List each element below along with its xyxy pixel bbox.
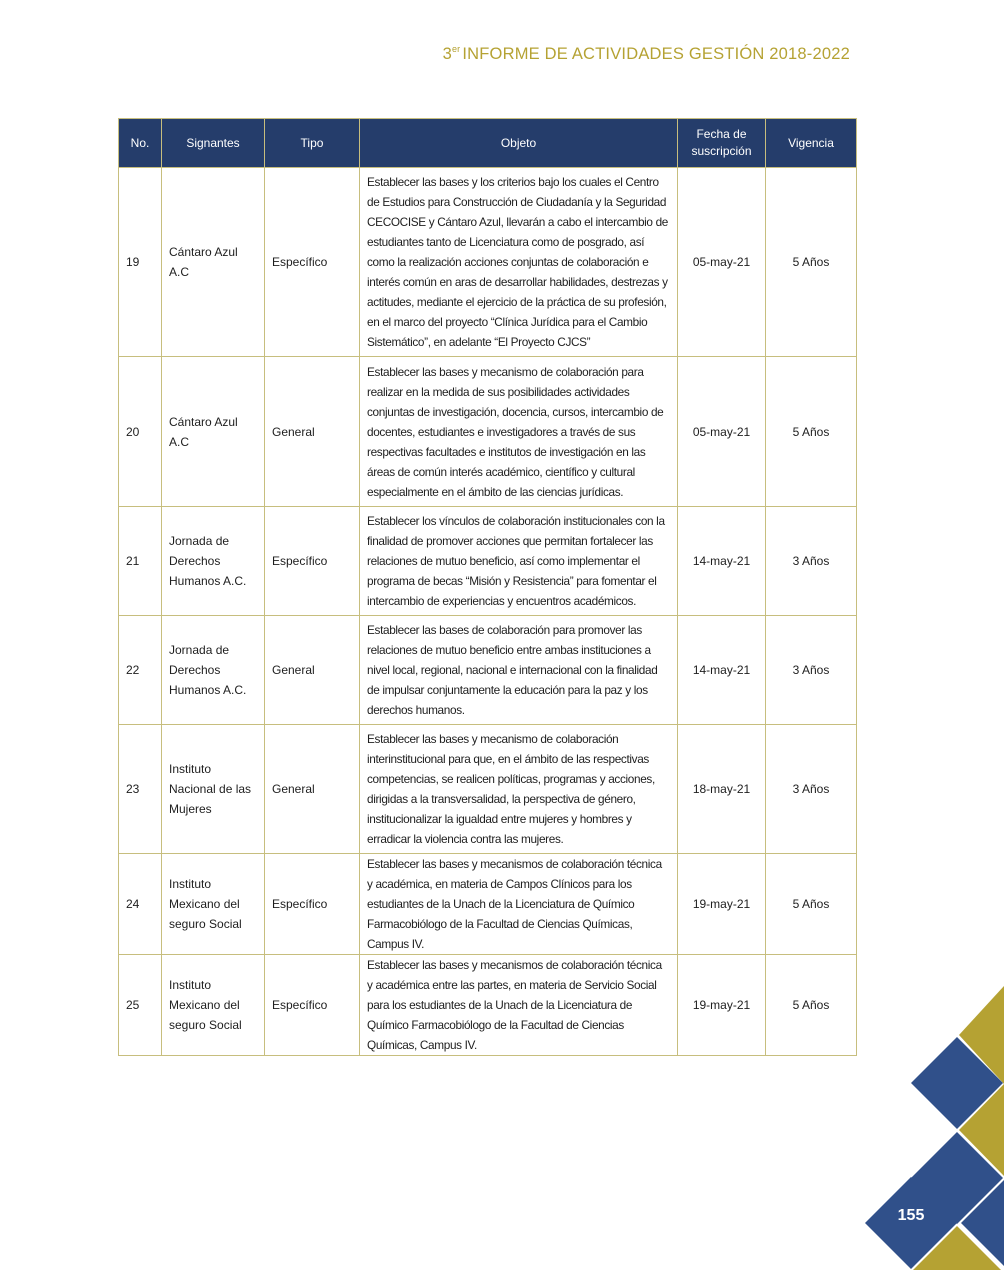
cell-signantes: Cántaro Azul A.C [162,168,265,357]
cell-signantes: Jornada de Derechos Humanos A.C. [162,616,265,725]
cell-no: 21 [119,507,162,616]
column-header-tipo: Tipo [265,119,360,168]
cell-tipo: General [265,616,360,725]
cell-vigencia: 5 Años [766,168,857,357]
cell-vigencia: 5 Años [766,854,857,955]
cell-signantes: Instituto Mexicano del seguro Social [162,854,265,955]
cell-vigencia: 3 Años [766,616,857,725]
cell-fecha: 14-may-21 [678,616,766,725]
cell-fecha: 19-may-21 [678,955,766,1056]
cell-tipo: General [265,725,360,854]
cell-vigencia: 3 Años [766,507,857,616]
cell-fecha: 05-may-21 [678,168,766,357]
cell-objeto: Establecer los vínculos de colaboración institucionales con la finalidad de promover acciones que permitan fortalecer las relaciones de mutuo beneficio, así como implementar el programa de becas “Misión y Resistencia” para fomentar el intercambio de experiencias y encuentros académicos. [360,507,678,616]
cell-fecha: 05-may-21 [678,357,766,507]
cell-signantes: Cántaro Azul A.C [162,357,265,507]
cell-no: 23 [119,725,162,854]
cell-no: 19 [119,168,162,357]
column-header-fecha: Fecha de suscripción [678,119,766,168]
cell-objeto: Establecer las bases y mecanismos de colaboración técnica y académica, en materia de Campos Clínicos para los estudiantes de la Unach de la Licenciatura de Químico Farmacobiólogo de la Facultad de Ciencias Químicas, Campus IV. [360,854,678,955]
cell-tipo: Específico [265,168,360,357]
cell-objeto: Establecer las bases y mecanismos de colaboración técnica y académica entre las partes, en materia de Servicio Social para los estudiantes de la Unach de la Licenciatura de Químico Farmacobiólogo de la Facultad de Ciencias Químicas, Campus IV. [360,955,678,1056]
header-title: INFORME DE ACTIVIDADES GESTIÓN 2018-2022 [462,45,850,63]
cell-signantes: Jornada de Derechos Humanos A.C. [162,507,265,616]
cell-no: 25 [119,955,162,1056]
cell-tipo: General [265,357,360,507]
cell-tipo: Específico [265,854,360,955]
cell-vigencia: 5 Años [766,955,857,1056]
cell-objeto: Establecer las bases y los criterios bajo los cuales el Centro de Estudios para Construcción de Ciudadanía y la Seguridad CECOCISE y Cántaro Azul, llevarán a cabo el intercambio de estudiantes tanto de Licenciatura como de posgrado, así como la realización acciones conjuntas de colaboración e interés común en aras de desarrollar habilidades, destrezas y actitudes, mediante el ejercicio de la práctica de su profesión, en el marco del proyecto “Clínica Jurídica para el Cambio Sistemático”, en adelante “El Proyecto CJCS” [360,168,678,357]
header-ordinal-suffix: er [451,44,461,54]
cell-objeto: Establecer las bases y mecanismo de colaboración para realizar en la medida de sus posibilidades actividades conjuntas de investigación, docencia, cursos, intercambio de docentes, estudiantes e investigadores a través de sus respectivas facultades e institutos de investigación en las áreas de común interés académico, científico y cultural especialmente en el ámbito de las ciencias jurídicas. [360,357,678,507]
cell-tipo: Específico [265,507,360,616]
column-header-no: No. [119,119,162,168]
cell-objeto: Establecer las bases y mecanismo de colaboración interinstitucional para que, en el ámbito de las respectivas competencias, se realicen políticas, programas y acciones, dirigidas a la transversalidad, la perspectiva de género, institucionalizar la igualdad entre mujeres y hombres y erradicar la violencia contra las mujeres. [360,725,678,854]
header-ordinal: 3 [442,45,452,63]
cell-vigencia: 3 Años [766,725,857,854]
cell-objeto: Establecer las bases de colaboración para promover las relaciones de mutuo beneficio entre ambas instituciones a nivel local, regional, nacional e internacional con la finalidad de impulsar conjuntamente la educación para la paz y los derechos humanos. [360,616,678,725]
cell-no: 24 [119,854,162,955]
cell-signantes: Instituto Nacional de las Mujeres [162,725,265,854]
cell-fecha: 18-may-21 [678,725,766,854]
cell-signantes: Instituto Mexicano del seguro Social [162,955,265,1056]
cell-fecha: 19-may-21 [678,854,766,955]
cell-vigencia: 5 Años [766,357,857,507]
column-header-signantes: Signantes [162,119,265,168]
column-header-vigencia: Vigencia [766,119,857,168]
column-header-objeto: Objeto [360,119,678,168]
page-number: 155 [897,1207,925,1224]
cell-no: 22 [119,616,162,725]
cell-fecha: 14-may-21 [678,507,766,616]
cell-no: 20 [119,357,162,507]
cell-tipo: Específico [265,955,360,1056]
